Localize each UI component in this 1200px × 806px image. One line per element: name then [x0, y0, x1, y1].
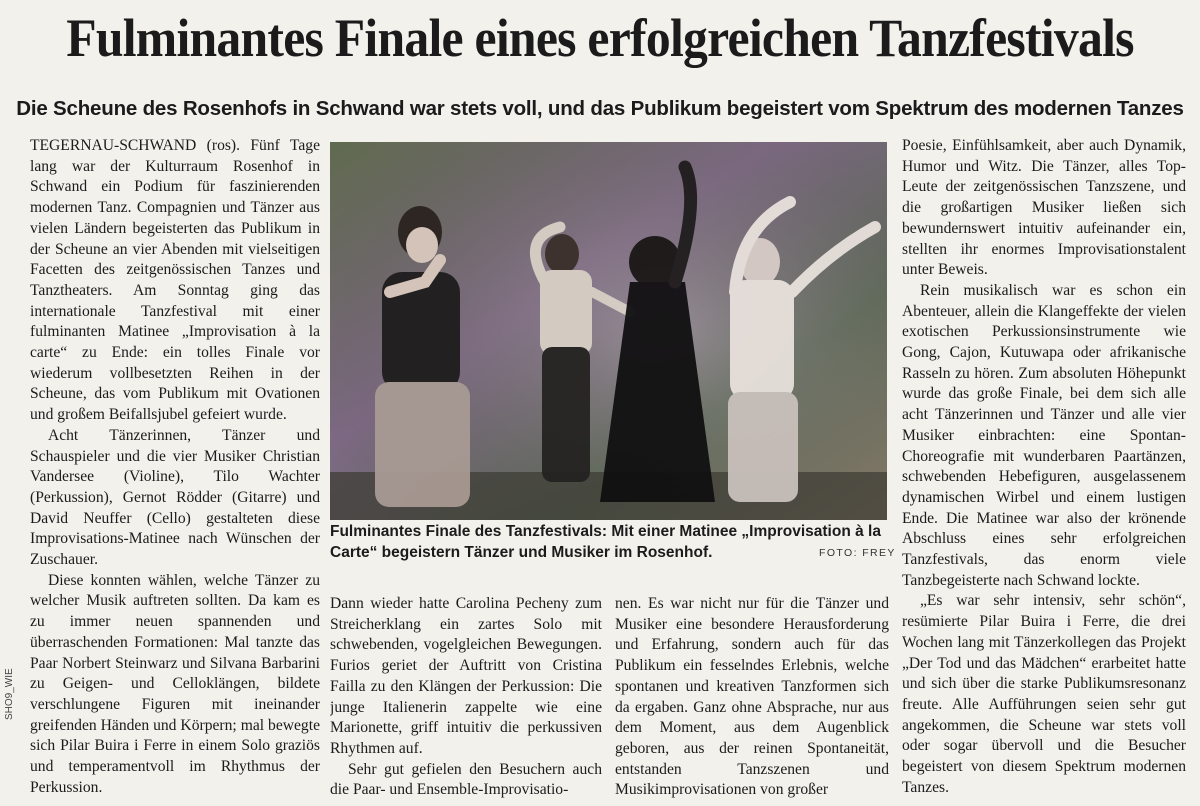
paragraph: Rein musikalisch war es schon ein Abenteuer, allein die Klangeffekte der vielen exotischen Perkussionsinstrumente wie Gong, Cajon, Kutuwapa oder afrikanische Rasseln zu hören. Zum absoluten Höhepunkt wurde das große Finale, bei dem sich alle acht Tänzerinnen und Tänzer und alle vier Musiker einbrachten: eine Spontan-Choreografie mit wunderbaren Paartänzen, schwebenden Hebefiguren, ausgelassenem dynamischen Wirbel und einem lustigen Ende. Die Matinee war also der krönende Abschluss eines sehr erfolgreichen Tanzfestivals, das enorm viele Tanzbegeisterte nach Schwand lockte.: [902, 281, 1186, 589]
photo-credit: FOTO: FREY: [819, 547, 896, 559]
paragraph: Diese konnten wählen, welche Tänzer zu welcher Musik auftreten sollten. Da kam es zu immer neuen spannenden und überraschenden Formationen: Mal tanzte das Paar Norbert Steinwarz und Silvana Barbarini zu Geigen- und Celloklängen, bildete verschlungene Figuren mit ineinander greifenden Händen und Körpern; mal bewegte sich Pilar Buira i Ferre in einem Solo graziös und temperamentvoll im Rhythmus der Perkussion.: [30, 571, 320, 796]
paragraph: „Es war sehr intensiv, sehr schön“, resümierte Pilar Buira i Ferre, die drei Wochen lang mit Tänzerkollegen das Projekt „Der Tod und das Mädchen“ erarbeitet hatte und sich über die starke Publikumsresonanz freute. Alle Aufführungen seien sehr gut angekommen, die Scheune war stets voll oder sogar übervoll und die Besucher begeistert von diesem Spektrum modernen Tanzes.: [902, 592, 1186, 796]
article-column-3: [615, 594, 889, 804]
article-column-4: [902, 136, 1186, 806]
paragraph: Sehr gut gefielen den Besuchern auch die Paar- und Ensemble-Improvisatio-: [330, 760, 602, 799]
subheadline: Die Scheune des Rosenhofs in Schwand war stets voll, und das Publikum begeistert vom Spektrum des modernen Tanzes: [16, 97, 1184, 120]
article-column-1: [30, 136, 320, 806]
side-code: SHO9_WIE: [4, 668, 15, 720]
paragraph: nen. Es war nicht nur für die Tänzer und Musiker eine besondere Herausforderung und Erfahrung, sondern auch für das Publikum ein fesselndes Erlebnis, welche spontanen und kreativen Tanzformen sich da ergaben. Ganz ohne Absprache, nur aus dem Moment, aus dem Augenblick geboren, aus der reinen Spontaneität, entstanden Tanzszenen und Musikimprovisationen von großer: [615, 595, 889, 799]
paragraph: Poesie, Einfühlsamkeit, aber auch Dynamik, Humor und Witz. Die Tänzer, alles Top-Leute der zeitgenössischen Tanzszene, und die großartigen Musiker ließen sich bewundernswert intuitiv aufeinander ein, stellten ihr enormes Improvisationstalent unter Beweis.: [902, 137, 1186, 279]
dancers-illustration: [330, 142, 887, 520]
headline: Fulminantes Finale eines erfolgreichen Tanzfestivals: [66, 8, 1134, 68]
dance-photo: [330, 142, 887, 520]
photo-caption: Fulminantes Finale des Tanzfestivals: Mit einer Matinee „Improvisation à la Carte“ begeistern Tänzer und Musiker im Rosenhof.: [330, 523, 881, 561]
paragraph: Acht Tänzerinnen, Tänzer und Schauspieler und die vier Musiker Christian Vandersee (Violine), Tilo Wachter (Perkussion), Gernot Rödder (Gitarre) und David Neuffer (Cello) gestalteten diese Improvisations-Matinee nach Wünschen der Zuschauer.: [30, 426, 320, 569]
paragraph: Dann wieder hatte Carolina Pecheny zum Streicherklang ein zartes Solo mit schwebenden, vogelgleichen Bewegungen. Furios geriet der Auftritt von Cristina Failla zu den Klängen der Perkussion: Die junge Italienerin zappelte wie eine Marionette, griff intuitiv die perkussiven Rhythmen auf.: [330, 595, 602, 757]
article-column-2: [330, 594, 602, 804]
paragraph: TEGERNAU-SCHWAND (ros). Fünf Tage lang war der Kulturraum Rosenhof in Schwand ein Podium für faszinierenden modernen Tanz. Compagnien und Tänzer aus vielen Ländern begeisterten das Publikum in der Scheune an vier Abenden mit vielseitigen Facetten des zeitgenössischen Tanzes und Tanztheaters. Am Sonntag ging das internationale Tanzfestival mit einer fulminanten Matinee „Improvisation à la carte“ zu Ende: ein tolles Finale vor wiederum vollbesetzten Reihen in der Scheune, das vom Publikum mit Ovationen und großem Beifallsjubel gefeiert wurde.: [30, 137, 320, 424]
